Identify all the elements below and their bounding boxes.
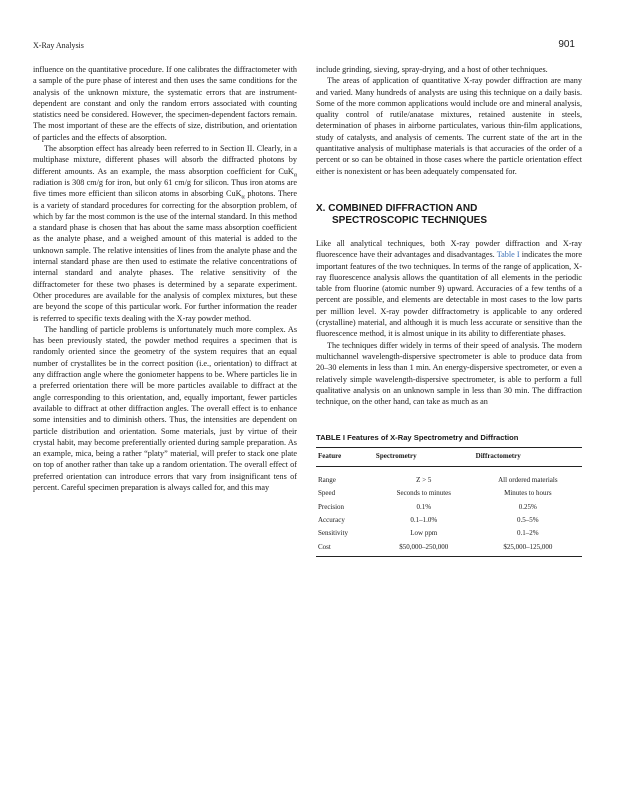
- features-table: [316, 433, 582, 557]
- section-heading: [316, 203, 582, 228]
- table-cell: 0.1–1.0%: [410, 515, 438, 524]
- table-reference-link[interactable]: Table I: [496, 250, 520, 260]
- table-cell: Accuracy: [318, 515, 345, 524]
- section-heading-line2: SPECTROSCOPIC TECHNIQUES: [332, 215, 488, 227]
- table-cell: Range: [318, 475, 336, 484]
- table-cell: Low ppm: [410, 529, 438, 538]
- paragraph: include grinding, sieving, spray-drying, and a host of other techniques.: [316, 65, 548, 74]
- table-cell: Cost: [316, 540, 374, 556]
- table-cell: Z > 5: [416, 475, 432, 484]
- table-cell: 0.1%: [416, 502, 432, 511]
- table-row: [316, 500, 582, 513]
- paragraph: Like all analytical techniques, both X-ray powder diffraction and X-ray fluorescence have their advantages and disadvantages. Table I indicates the more important features of the two techniques. In terms of the range of application, X-ray fluorescence analysis allows the quantitation of all elements in the periodic table from fluorine (atomic number 9) upward. Accuracies of a few tenths of a percent are possible, and elements are detectable in most cases to the low parts per million level. X-ray powder diffractometry is applicable to any ordered (crystalline) material, and although it is much less accurate or sensitive than the fluorescence method, it is almost unique in its ability to differentiate phases.: [316, 238, 582, 339]
- paragraph: The absorption effect has already been referred to in Section II. Clearly, in a multiphase mixture, different phases will absorb the diffracted photons by different amounts. As an example, the mass absorption coefficient for CuK$_\alpha$ radiation is 308 cm/g for iron, but only 61 cm/g for silicon. Thus iron atoms are five times more efficient than silicon atoms in absorbing CuK$_\alpha$ photons. There is a variety of standard procedures for correcting for the absorption problem, of which by far the most common is the use of the internal standard. In this method a standard phase is chosen that has about the same mass absorption coefficient as the analyte phase, and a weighed amount of this material is added to the unknown sample. The relative intensities of lines from the analyte phase and the internal standard phase are then used to estimate the relative concentrations of internal standard and analyte phases. The relative sensitivity of the diffractometer for these two phases is determined by a separate experiment. Other procedures are available for the analysis of complex mixtures, but these are beyond the scope of this particular work. For further information the reader is referred to specific texts dealing with the X-ray powder method.: [33, 144, 297, 323]
- paragraph: influence on the quantitative procedure. If one calibrates the diffractometer with a sample of the pure phase of interest and then uses the same conditions for the analysis of the unknown mixture, the systematic errors that are instrument-dependent are constant and only the random errors associated with counting statistics need be considered. However, the specimen-dependent factors remain. The most important of these are the effects of size, distribution, and orientation of particles and the effects of absorption.: [33, 65, 297, 142]
- left-column: [33, 64, 297, 493]
- table-cell: Minutes to hours: [504, 489, 552, 498]
- section-heading-line1: X. COMBINED DIFFRACTION AND: [316, 202, 478, 214]
- table-cell: Speed: [318, 489, 336, 498]
- table-cell: 0.1–2%: [517, 529, 539, 538]
- table-cell: Sensitivity: [318, 529, 348, 538]
- table-cell: $25,000–125,000: [474, 540, 582, 556]
- column-header: Diffractometry: [474, 448, 582, 466]
- table-cell: $50,000–250,000: [374, 540, 474, 556]
- table-cell: 0.25%: [518, 502, 537, 511]
- table-header-row: [316, 448, 582, 466]
- table-cell: 0.5–5%: [517, 515, 539, 524]
- paragraph: The techniques differ widely in terms of their speed of analysis. The modern multichannel wavelength-dispersive spectrometer is able to produce data from 20–30 elements in less than 1 min. An energy-dispersive spectrometer, or even a relatively simple wavelength-dispersive spectrometer, is able to perform a full qualitative analysis on an unknown sample in less than 30 min. The diffraction technique, on the other hand, can take as much as an: [316, 340, 582, 407]
- paragraph: The areas of application of quantitative X-ray powder diffraction are many and varied. Many hundreds of analysts are using this technique on a daily basis. Some of the more common applications would include ore and mineral analysis, quality control of rutile/anatase mixtures, retained austenite in steels, determination of phases in airborne particulates, various thin-film applications, study of catalysts, and analysis of cements. The current state of the art in the quantitative analysis of multiphase materials is that accuracies of the order of a percent or so can be obtained in those cases where the particle orientation effect either is nonexistent or has been adequately compensated for.: [316, 76, 582, 176]
- table-cell: Seconds to minutes: [396, 489, 452, 498]
- column-header: Spectrometry: [374, 448, 474, 466]
- table-row: [316, 487, 582, 500]
- table-cell: Precision: [318, 502, 345, 511]
- table-row: [316, 466, 582, 486]
- table-row: [316, 513, 582, 526]
- table-cell: All ordered materials: [498, 475, 558, 484]
- paragraph: The handling of particle problems is unfortunately much more complex. As has been previously stated, the powder method requires a specimen that is randomly oriented since the geometry of the system requires that an equal number of crystallites be in the correct position (i.e., orientation) to diffract at any diffraction angle where the goniometer happens to be. Where particles lie in a preferred orientation there will be more particles available to diffract at the angle corresponding to this orientation, and, equally important, fewer particles available to diffract at other diffraction angles. The overall effect is to enhance some intensities and to diminish others. Thus, the intensities are dependent on particle distribution and orientation. Some materials, just by virtue of their crystal habit, may become preferentially oriented during sample preparation. As an example, mica, being a rather “platy” material, will prefer to stack one plate on top of another rather than take up a random orientation. The overall effect of preferred orientation can introduce errors that vary from insignificant tens of percent. Careful specimen preparation is always called for, and this may: [33, 324, 297, 492]
- table-caption: TABLE I Features of X-Ray Spectrometry and Diffraction: [316, 433, 519, 443]
- running-head: X-Ray Analysis: [33, 41, 84, 50]
- table: [316, 447, 582, 557]
- table-row: [316, 540, 582, 556]
- page-number: 901: [558, 39, 575, 50]
- right-column: [316, 64, 582, 557]
- column-header: Feature: [316, 448, 374, 466]
- table-row: [316, 527, 582, 540]
